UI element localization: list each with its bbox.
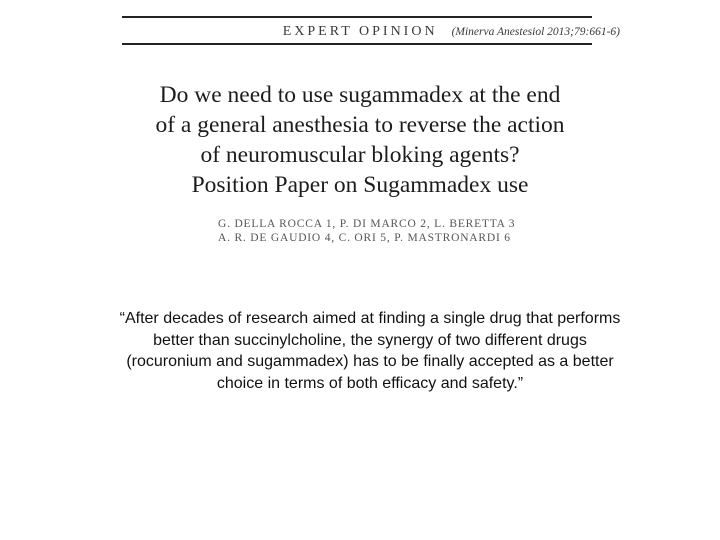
author-line: A. R. DE GAUDIO 4, C. ORI 5, P. MASTRONARDI 6 <box>218 232 511 244</box>
title-line: of neuromuscular bloking agents? <box>200 142 520 168</box>
header-rule-top <box>122 16 592 18</box>
journal-header <box>122 22 620 42</box>
title-line: Do we need to use sugammadex at the end <box>159 82 561 108</box>
title-line: of a general anesthesia to reverse the action <box>155 112 565 138</box>
title-line: Position Paper on Sugammadex use <box>191 172 529 198</box>
header-rule-bottom <box>122 43 592 45</box>
paper-title <box>120 80 600 200</box>
quote-text: “After decades of research aimed at finding a single drug that performs better than succinylcholine, the synergy of two different drugs (rocuronium and sugammadex) has to be finally accepted as a better choice in terms of both efficacy and safety.” <box>119 310 621 392</box>
section-label: EXPERT OPINION <box>282 24 438 39</box>
author-list <box>218 217 558 245</box>
author-line: G. DELLA ROCCA 1, P. DI MARCO 2, L. BERETTA 3 <box>218 218 516 230</box>
journal-citation: (Minerva Anestesiol 2013;79:661-6) <box>451 26 620 38</box>
